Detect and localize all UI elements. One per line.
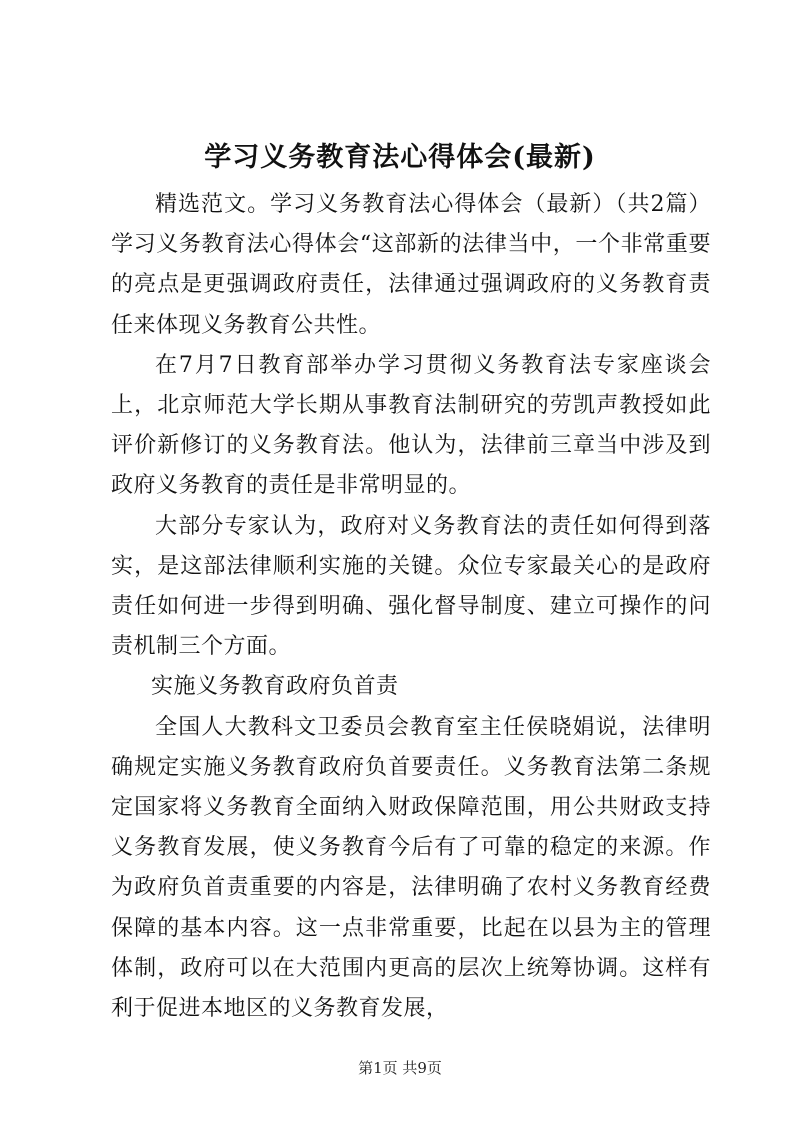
section-heading: 实施义务教育政府负首责 — [151, 674, 399, 700]
paragraph-experts: 大部分专家认为，政府对义务教育法的责任如何得到落实，是这部法律顺利实施的关键。众位专家最关心的是政府责任如何进一步得到明确、强化督导制度、建立可操作的问责机制三个方面。 — [111, 513, 711, 660]
paragraph-intro: 精选范文。学习义务教育法心得体会（最新）（共2篇）学习义务教育法心得体会“这部新的法律当中，一个非常重要的亮点是更强调政府责任，法律通过强调政府的义务教育责任来体现义务教育公共性。 — [111, 192, 711, 338]
document-body — [111, 185, 711, 1029]
paragraph-government-responsibility: 全国人大教科文卫委员会教育室主任侯晓娟说，法律明确规定实施义务教育政府负首要责任。义务教育法第二条规定国家将义务教育全面纳入财政保障范围，用公共财政支持义务教育发展，使义务教育今后有了可靠的稳定的来源。作为政府负首责重要的内容是，法律明确了农村义务教育经费保障的基本内容。这一点非常重要，比起在以县为主的管理体制，政府可以在大范围内更高的层次上统筹协调。这样有利于促进本地区的义务教育发展， — [111, 714, 711, 1022]
paragraph-symposium: 在7月7日教育部举办学习贯彻义务教育法专家座谈会上，北京师范大学长期从事教育法制研究的劳凯声教授如此评价新修订的义务教育法。他认为，法律前三章当中涉及到政府义务教育的责任是非常明显的。 — [111, 352, 711, 499]
document-title: 学习义务教育法心得体会(最新) — [204, 142, 596, 173]
page-footer: 第1页 共9页 — [358, 1059, 442, 1077]
